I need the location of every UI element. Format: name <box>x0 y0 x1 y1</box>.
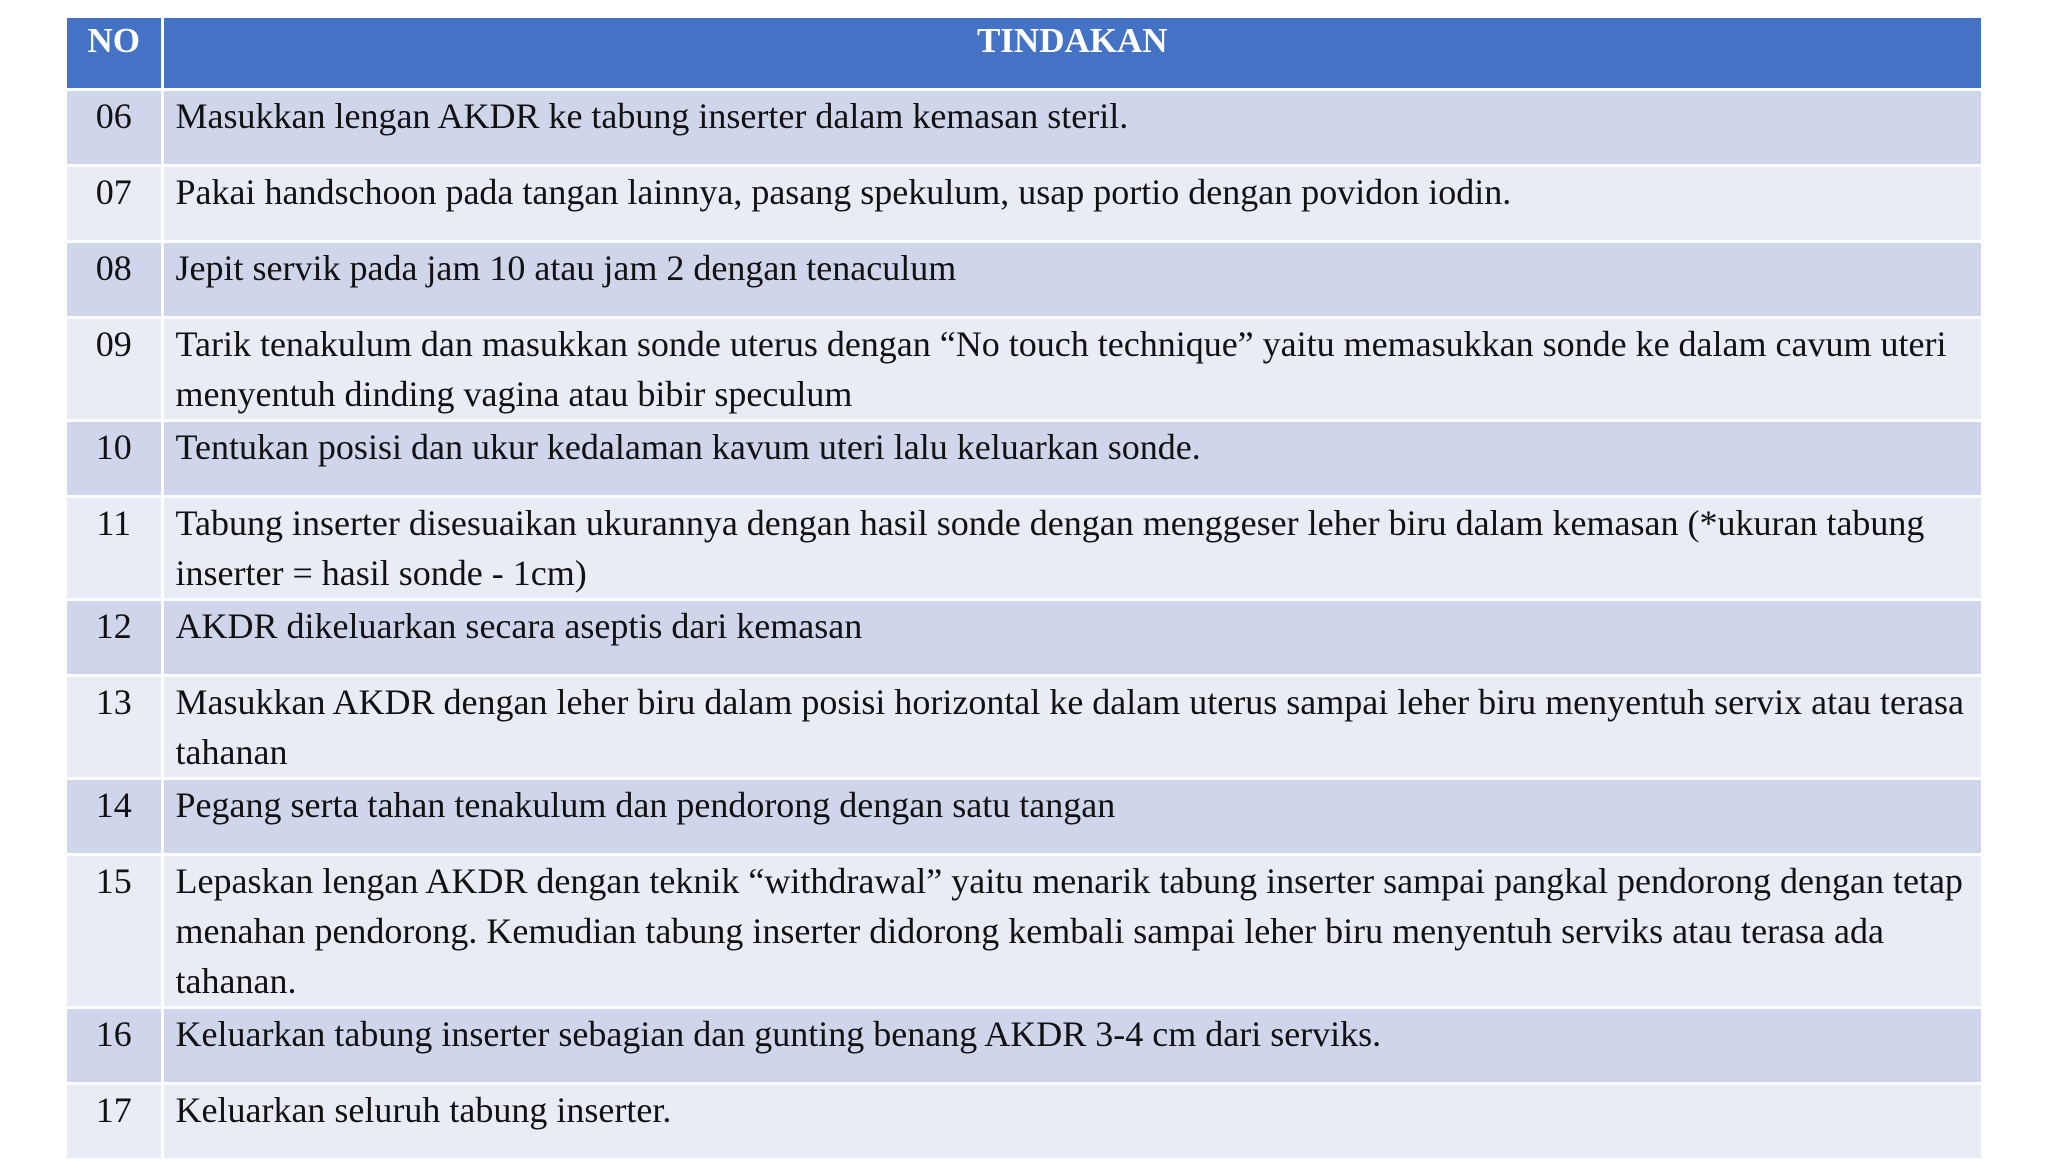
table-row <box>67 318 1981 421</box>
step-number: 13 <box>67 676 162 779</box>
step-action: Pegang serta tahan tenakulum dan pendorong dengan satu tangan <box>162 779 1981 855</box>
procedure-table <box>67 18 1981 1161</box>
column-header-action: TINDAKAN <box>162 18 1981 90</box>
step-number: 08 <box>67 242 162 318</box>
table-row <box>67 166 1981 242</box>
step-action: Keluarkan tabung inserter sebagian dan gunting benang AKDR 3-4 cm dari serviks. <box>162 1008 1981 1084</box>
step-action: Keluarkan seluruh tabung inserter. <box>162 1084 1981 1160</box>
step-number: 09 <box>67 318 162 421</box>
step-number: 14 <box>67 779 162 855</box>
step-action: Pakai handschoon pada tangan lainnya, pasang spekulum, usap portio dengan povidon iodin. <box>162 166 1981 242</box>
column-header-no: NO <box>67 18 162 90</box>
step-action: Masukkan AKDR dengan leher biru dalam posisi horizontal ke dalam uterus sampai leher biru menyentuh servix atau terasa tahanan <box>162 676 1981 779</box>
step-number: 17 <box>67 1084 162 1160</box>
table-row <box>67 600 1981 676</box>
step-action: Jepit servik pada jam 10 atau jam 2 dengan tenaculum <box>162 242 1981 318</box>
step-number: 15 <box>67 855 162 1008</box>
table-row <box>67 779 1981 855</box>
table-row <box>67 1084 1981 1160</box>
table-row <box>67 676 1981 779</box>
step-number: 10 <box>67 421 162 497</box>
table-row <box>67 1008 1981 1084</box>
table-row <box>67 855 1981 1008</box>
table-header-row <box>67 18 1981 90</box>
step-action: Masukkan lengan AKDR ke tabung inserter dalam kemasan steril. <box>162 90 1981 166</box>
table-row <box>67 242 1981 318</box>
table-row <box>67 421 1981 497</box>
step-number: 16 <box>67 1008 162 1084</box>
step-action: Tarik tenakulum dan masukkan sonde uterus dengan “No touch technique” yaitu memasukkan sonde ke dalam cavum uteri menyentuh dinding vagina atau bibir speculum <box>162 318 1981 421</box>
table-row <box>67 90 1981 166</box>
step-action: AKDR dikeluarkan secara aseptis dari kemasan <box>162 600 1981 676</box>
step-number: 07 <box>67 166 162 242</box>
step-number: 06 <box>67 90 162 166</box>
step-action: Tentukan posisi dan ukur kedalaman kavum uteri lalu keluarkan sonde. <box>162 421 1981 497</box>
step-number: 11 <box>67 497 162 600</box>
table-row <box>67 497 1981 600</box>
step-action: Lepaskan lengan AKDR dengan teknik “withdrawal” yaitu menarik tabung inserter sampai pangkal pendorong dengan tetap menahan pendorong. Kemudian tabung inserter didorong kembali sampai leher biru menyentuh serviks atau terasa ada tahanan. <box>162 855 1981 1008</box>
step-action: Tabung inserter disesuaikan ukurannya dengan hasil sonde dengan menggeser leher biru dalam kemasan (*ukuran tabung inserter = hasil sonde - 1cm) <box>162 497 1981 600</box>
step-number: 12 <box>67 600 162 676</box>
